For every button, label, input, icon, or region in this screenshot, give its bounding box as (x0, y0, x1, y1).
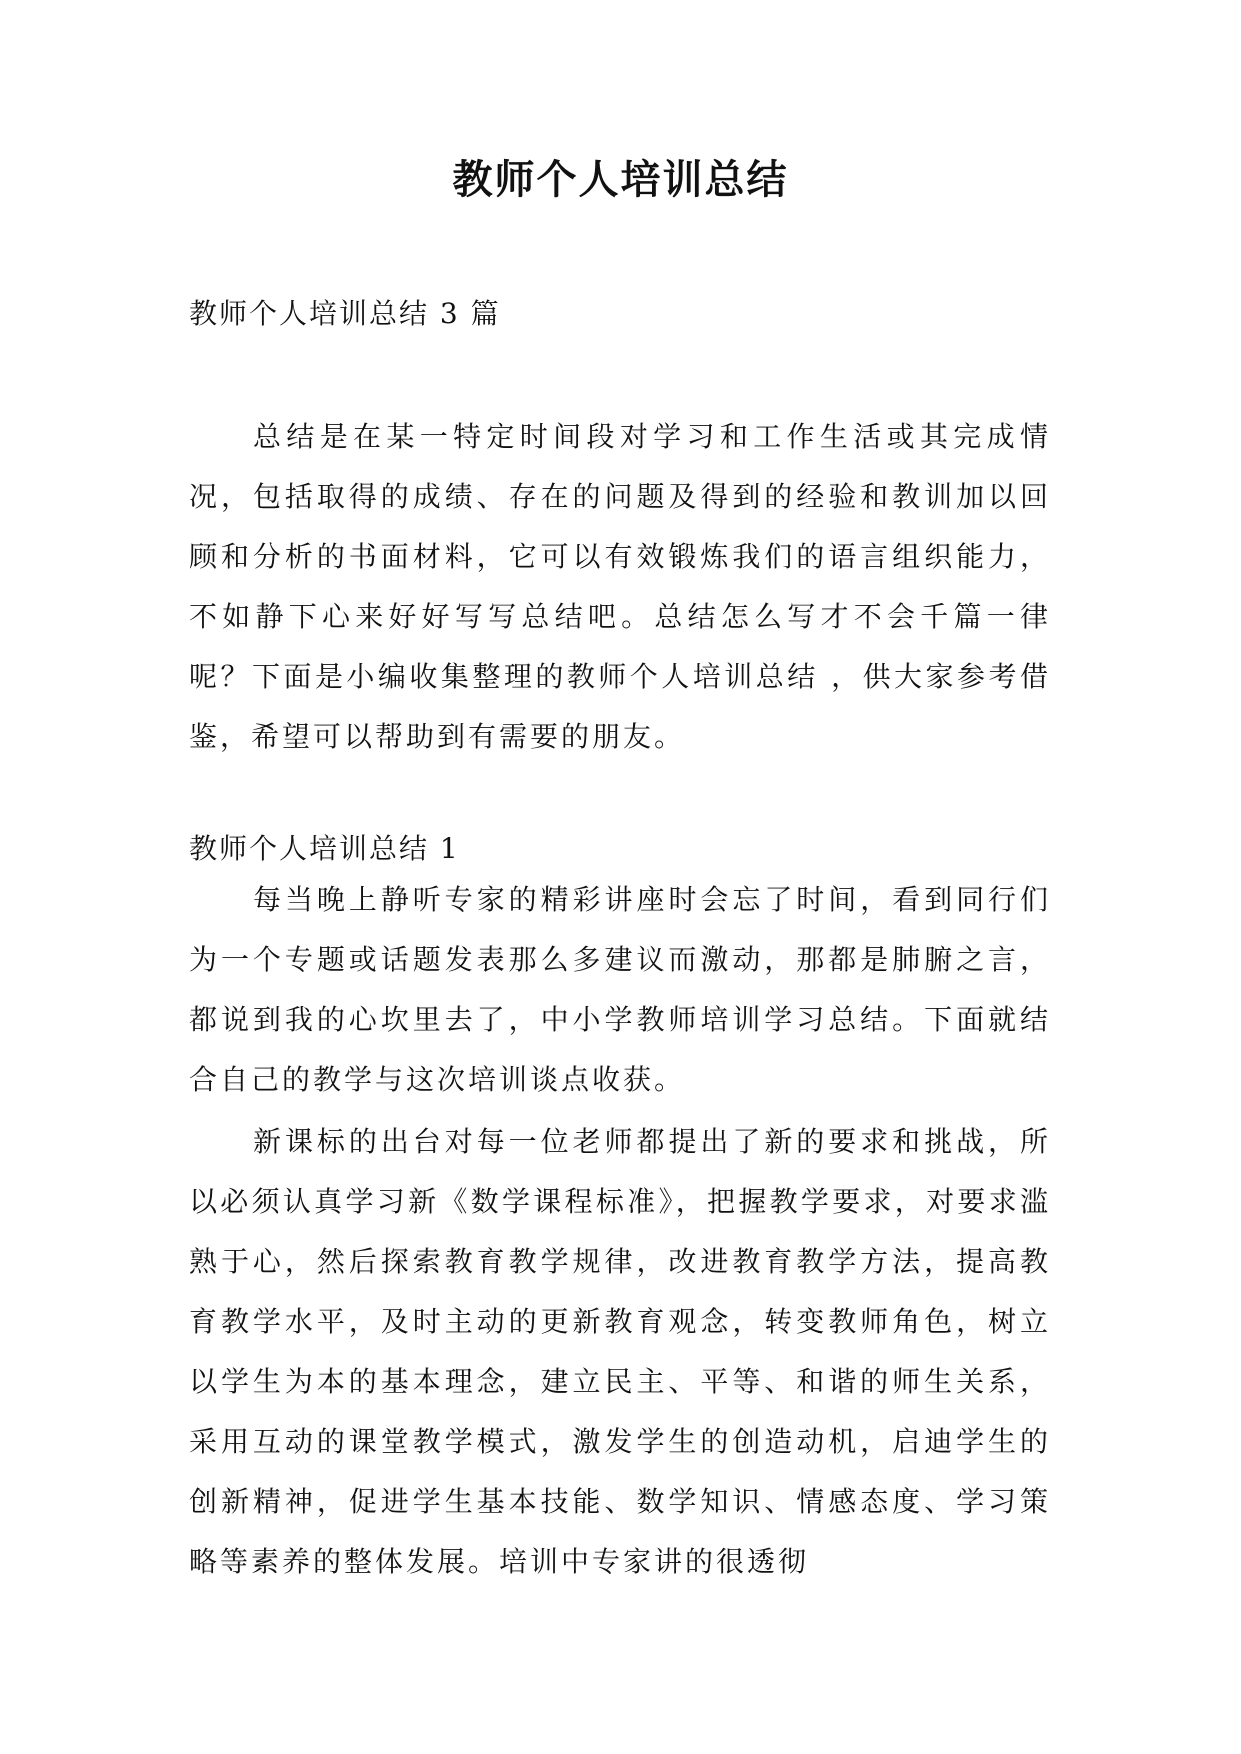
document-title: 教师个人培训总结 (452, 156, 789, 203)
document-subtitle: 教师个人培训总结 3 篇 (189, 297, 501, 330)
intro-paragraph: 总结是在某一特定时间段对学习和工作生活或其完成情况，包括取得的成绩、存在的问题及得到的经验和教训加以回顾和分析的书面材料，它可以有效锻炼我们的语言组织能力，不如静下心来好好写写总结吧。总结怎么写才不会千篇一律呢？下面是小编收集整理的教师个人培训总结 ，供大家参考借鉴，希望可以帮助到有需要的朋友。 (189, 420, 1051, 753)
section-heading: 教师个人培训总结 1 (189, 832, 460, 865)
body-paragraph: 新课标的出台对每一位老师都提出了新的要求和挑战，所以必须认真学习新《数学课程标准》，把握教学要求，对要求滥熟于心，然后探索教育教学规律，改进教育教学方法，提高教育教学水平，及时主动的更新教育观念，转变教师角色，树立以学生为本的基本理念，建立民主、平等、和谐的师生关系，采用互动的课堂教学模式，激发学生的创造动机，启迪学生的创新精神，促进学生基本技能、数学知识、情感态度、学习策略等素养的整体发展。培训中专家讲的很透彻 (189, 1125, 1051, 1578)
body-paragraph: 每当晚上静听专家的精彩讲座时会忘了时间，看到同行们为一个专题或话题发表那么多建议而激动，那都是肺腑之言，都说到我的心坎里去了，中小学教师培训学习总结。下面就结合自己的教学与这次培训谈点收获。 (189, 883, 1051, 1096)
